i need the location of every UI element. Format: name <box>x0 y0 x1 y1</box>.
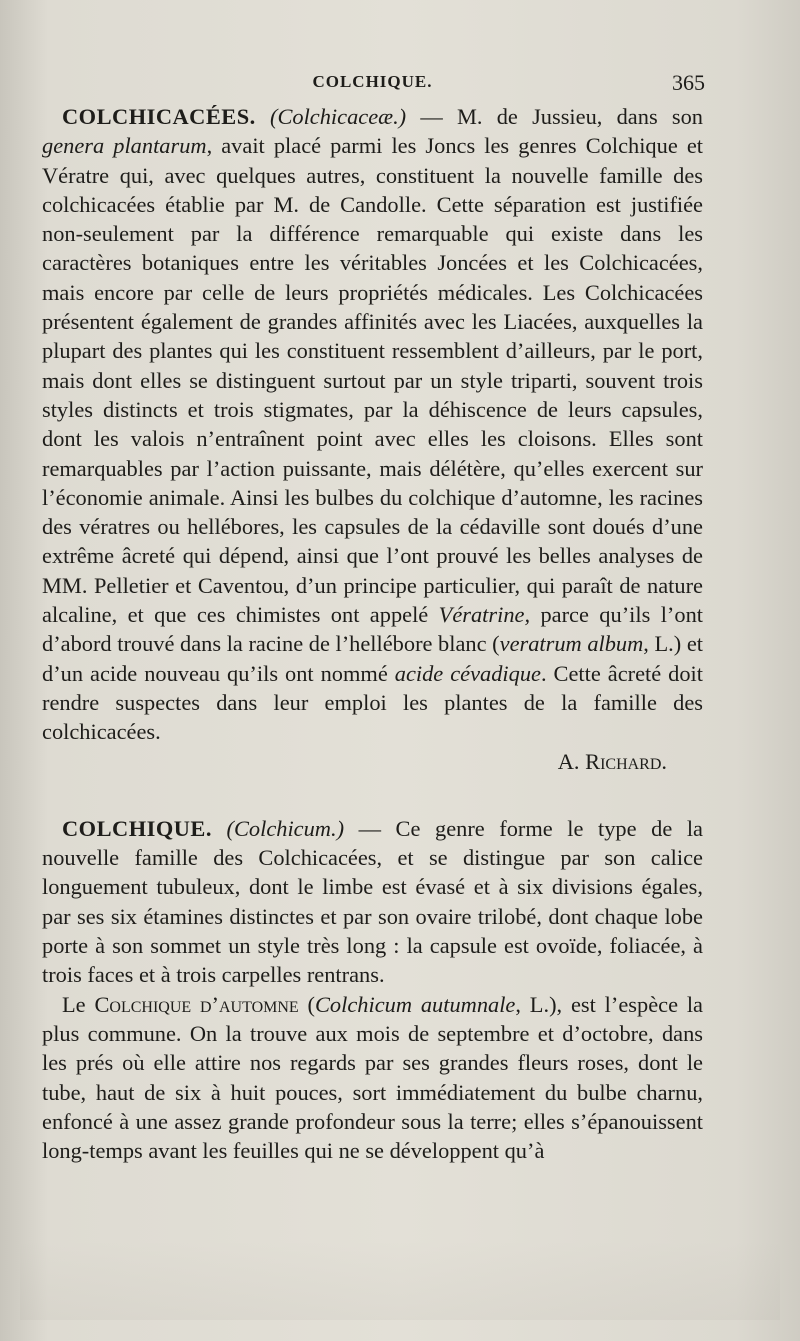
entry-text: , L.), est l’espèce la plus commune. On la trouve aux mois de septembre et d’octobre, dans les prés où elle attire nos regards par ses grandes fleurs roses, dont le tube, haut de six à huit pouces, sort immédiatement du bulbe charnu, enfoncé à une assez grande profondeur sous la terre; elles s’épanouissent long-temps avant les feuilles qui ne se développent qu’à <box>42 991 703 1164</box>
entry-text: ( <box>298 991 315 1017</box>
entry-text: — Ce genre forme le type de la nouvelle famille des Colchicacées, et se distingue par son calice longuement tubuleux, dont le limbe est évasé et à six divisions égales, par ses six étamines distinctes et par son ovaire trilobé, dont chaque lobe porte à son sommet un style très long : la capsule est ovoïde, foliacée, à trois faces et à trois carpelles rentrans. <box>42 815 703 988</box>
running-head: COLCHIQUE. <box>312 72 433 91</box>
latin-name: (Colchicaceæ.) <box>269 104 407 129</box>
entry-text: parce qu’ils l’ont d’abord trouvé dans la racine de l’hellébore blanc ( <box>42 602 703 657</box>
page-number: 365 <box>672 70 705 95</box>
italic-text: genera plantarum <box>42 133 207 159</box>
species-name: Colchique d’automne <box>94 991 299 1017</box>
entry-text: , L.) et d’un acide nouveau qu’ils ont nommé <box>42 631 703 686</box>
latin-name: (Colchicum.) <box>226 815 345 841</box>
section-gap <box>42 776 703 814</box>
entry-colchicacees <box>42 102 703 747</box>
italic-text: veratrum album <box>499 631 644 657</box>
page-body <box>42 102 703 1165</box>
headword-colchique: COLCHIQUE. <box>62 815 212 841</box>
entry-colchique <box>42 814 703 990</box>
entry-colchique-automne <box>42 990 703 1166</box>
entry-text: Le <box>62 991 95 1017</box>
page-header <box>40 70 705 98</box>
signature-text: A. Richard. <box>557 748 667 774</box>
italic-text: Vératrine, <box>438 602 531 628</box>
entry-text: . Cette âcreté doit rendre suspectes dans leur emploi les plantes de la famille des colchicacées. <box>42 660 703 745</box>
author-signature <box>42 747 703 776</box>
italic-text: Colchicum autumnale <box>315 991 516 1017</box>
page-shadow <box>20 1240 780 1320</box>
entry-text: , avait placé parmi les Joncs les genres Colchique et Vératre qui, avec quelques autres, constituent la nouvelle famille des colchicacées établie par M. de Candolle. Cette séparation est justifiée non-seulement par la différence remarquable qui existe dans les caractères botaniques entre les véritables Joncées et les Colchicacées, mais encore par celle de leurs propriétés médicales. Les Colchicacées présentent également de grandes affinités avec les Liacées, auxquelles la plupart des plantes qui les constituent ressemblent d’ailleurs, par le port, mais dont elles se distinguent surtout par un style triparti, souvent trois styles distincts et trois stigmates, par la déhiscence de leurs capsules, dont les valois n’entraînent point avec elles les cloisons. Elles sont remarquables par l’action puissante, mais délétère, qu’elles exercent sur l’économie animale. Ainsi les bulbes du colchique d’automne, les racines des vératres ou hellébores, les capsules de la cédaville sont doués d’une extrême âcreté qui dépend, ainsi que l’ont prouvé les belles analyses de MM. Pelletier et Caventou, d’un principe particulier, qui paraît de nature alcaline, et que ces chimistes ont appelé <box>42 133 703 628</box>
headword-colchicacees: COLCHICACÉES. <box>62 104 256 129</box>
italic-text: acide cévadique <box>394 660 541 686</box>
entry-text: — M. de Jussieu, dans son <box>406 104 703 129</box>
